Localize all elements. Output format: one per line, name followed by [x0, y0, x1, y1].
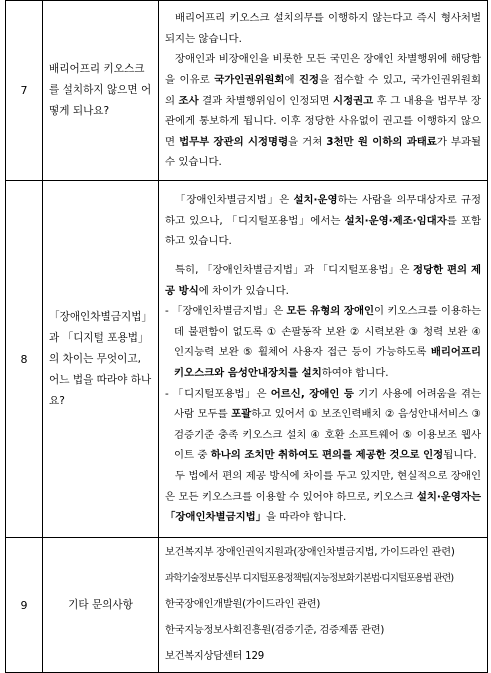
- answer-paragraph: 「장애인차별금지법」은 설치·운영하는 사람을 의무대상자로 규정하고 있으나, 「디지털포용법」에서는 설치·운영·제조·임대자를 포함하고 있습니다.: [165, 194, 482, 248]
- answer-paragraph: 장애인과 비장애인을 비롯한 모든 국민은 장애인 차별행위에 해당함을 이유로 국가인권위원회에 진정을 접수할 수 있고, 국가인권위원회의 조사 결과 차별행위임이 인정되면 시정권고 후 그 내용을 법무부 장관에게 통보하게 됩니다. 이후 정당한 사유없이 권고를 이행하지 않으면 법무부 장관의 시정명령을 거쳐 3천만 원 이하의 과태료가 부과될 수 있습니다.: [165, 53, 482, 169]
- contact-item: 보건복지상담센터 129: [165, 651, 265, 662]
- row-number: 8: [6, 181, 43, 538]
- question-cell: 배리어프리 키오스크를 설치하지 않으면 어떻게 되나요?: [43, 1, 159, 181]
- faq-table: [5, 0, 488, 673]
- answer-paragraph: 특히, 「장애인차별금지법」과 「디지털포용법」은 정당한 편의 제공 방식에 차이가 있습니다.: [165, 264, 481, 297]
- answer-bullet: - 「디지털포용법」은 어르신, 장애인 등 기기 사용에 어려움을 겪는 사람 모두를 포괄하고 있어서 ① 보조인력배치 ② 음성안내서비스 ③ 검증기준 충족 키오스크 설치 ④ 호환 소프트웨어 ⑤ 이용보조 웹사이트 중 하나의 조치만 취하여도 편의를 제공한 것으로 인정됩니다.: [165, 387, 482, 462]
- answer-paragraph: 배리어프리 키오스크 설치의무를 이행하지 않는다고 즉시 형사처벌 되지는 않습니다.: [165, 12, 481, 45]
- question-cell: 「장애인차별금지법」과 「디지털 포용법」의 차이는 무엇이고, 어느 법을 따라야 하나요?: [43, 181, 159, 538]
- row-number: 7: [6, 1, 43, 181]
- answer-paragraph: 두 법에서 편의 제공 방식에 차이를 두고 있지만, 현실적으로 장애인은 모든 키오스크를 이용할 수 있어야 하므로, 키오스크 설치·운영자는 「장애인차별금지법」을 따라야 합니다.: [165, 469, 481, 524]
- answer-cell: [159, 181, 488, 538]
- contact-item: 한국지능정보사회진흥원(검증기준, 검증제품 관련): [165, 625, 385, 636]
- contact-item: 과학기술정보통신부 디지털포용정책팀(지능정보화기본법·디지털포용법 관련): [165, 573, 454, 584]
- contact-list: [159, 538, 488, 673]
- question-cell: 기타 문의사항: [43, 538, 159, 673]
- faq-row: [6, 181, 488, 538]
- faq-row: [6, 1, 488, 181]
- contact-item: 한국장애인개발원(가이드라인 관련): [165, 599, 321, 610]
- answer-cell: [159, 1, 488, 181]
- answer-bullet: - 「장애인차별금지법」은 모든 유형의 장애인이 키오스크를 이용하는데 불편함이 없도록 ① 손팔동작 보완 ② 시력보완 ③ 청력 보완 ④ 인지능력 보완 ⑤ 휠체어 사용자 접근 등이 가능하도록 배리어프리 키오스크와 음성안내장치를 설치하여야 합니다.: [165, 305, 482, 379]
- faq-row: [6, 538, 488, 673]
- contact-item: 보건복지부 장애인권익지원과(장애인차별금지법, 가이드라인 관련): [165, 547, 455, 558]
- row-number: 9: [6, 538, 43, 673]
